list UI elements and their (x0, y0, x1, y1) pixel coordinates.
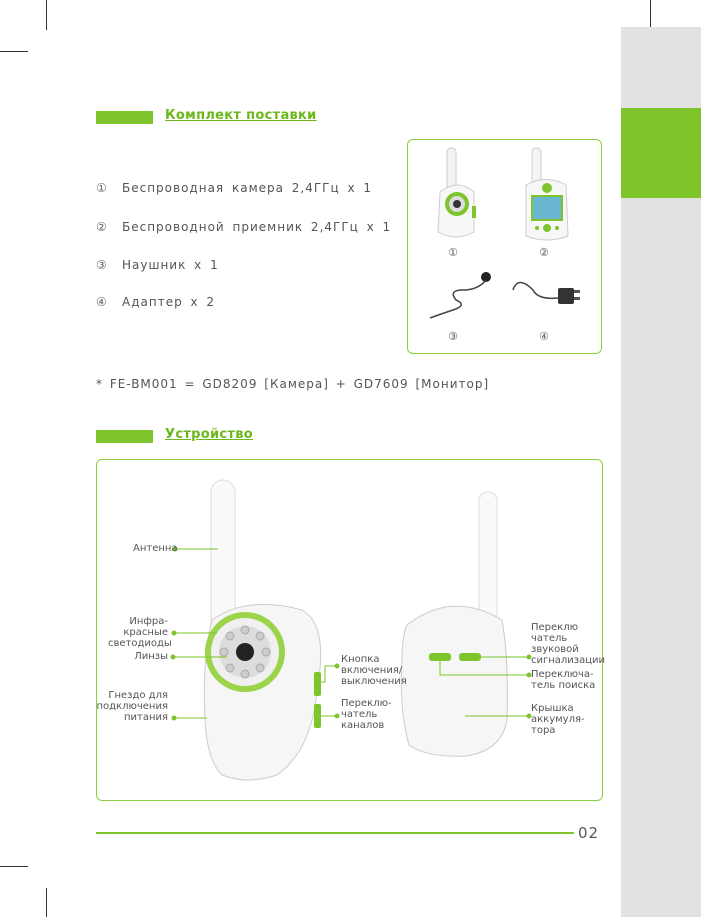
label-power-button: Кнопка включения/ выключения (341, 654, 407, 687)
model-note: * FE-BM001 = GD8209 [Камера] + GD7609 [Монитор] (96, 377, 490, 391)
crop-mark (0, 51, 28, 52)
side-tab (621, 108, 701, 198)
label-ir-leds: Инфра- красные светодиоды (108, 616, 172, 649)
device-illustration (97, 460, 602, 800)
kit-illustration (408, 140, 601, 353)
label-power-jack: Гнездо для подключения питания (96, 690, 168, 723)
section-bar (96, 111, 153, 124)
label-battery-cover: Крышка аккумуля- тора (531, 703, 585, 736)
label-lens: Линзы (134, 651, 168, 662)
kit-image-box (407, 139, 602, 354)
label-antenna: Антенна (133, 543, 178, 554)
crop-mark (46, 0, 47, 30)
label-search-switch: Переключа- тель поиска (531, 669, 596, 691)
kit-label: ② (539, 246, 549, 259)
list-item: ① Беспроводная камера 2,4ГГц х 1 (96, 181, 373, 195)
kit-label: ③ (448, 330, 458, 343)
list-item: ④ Адаптер х 2 (96, 295, 216, 309)
list-item: ② Беспроводной приемник 2,4ГГц х 1 (96, 220, 392, 234)
list-item: ③ Наушник х 1 (96, 258, 219, 272)
crop-mark (0, 866, 28, 867)
crop-mark (46, 888, 47, 917)
kit-label: ① (448, 246, 458, 259)
device-diagram-box (96, 459, 606, 801)
kit-label: ④ (539, 330, 549, 343)
footer-rule (96, 832, 574, 834)
section-title-kit: Комплект поставки (165, 108, 317, 123)
label-sound-alarm-switch: Переклю чатель звуковой сигнализации (531, 622, 606, 666)
crop-mark (650, 0, 651, 30)
page-number: 02 (578, 824, 600, 842)
section-bar (96, 430, 153, 443)
section-title-device: Устройство (165, 427, 254, 442)
label-channel-switch: Переклю- чатель каналов (341, 698, 392, 731)
